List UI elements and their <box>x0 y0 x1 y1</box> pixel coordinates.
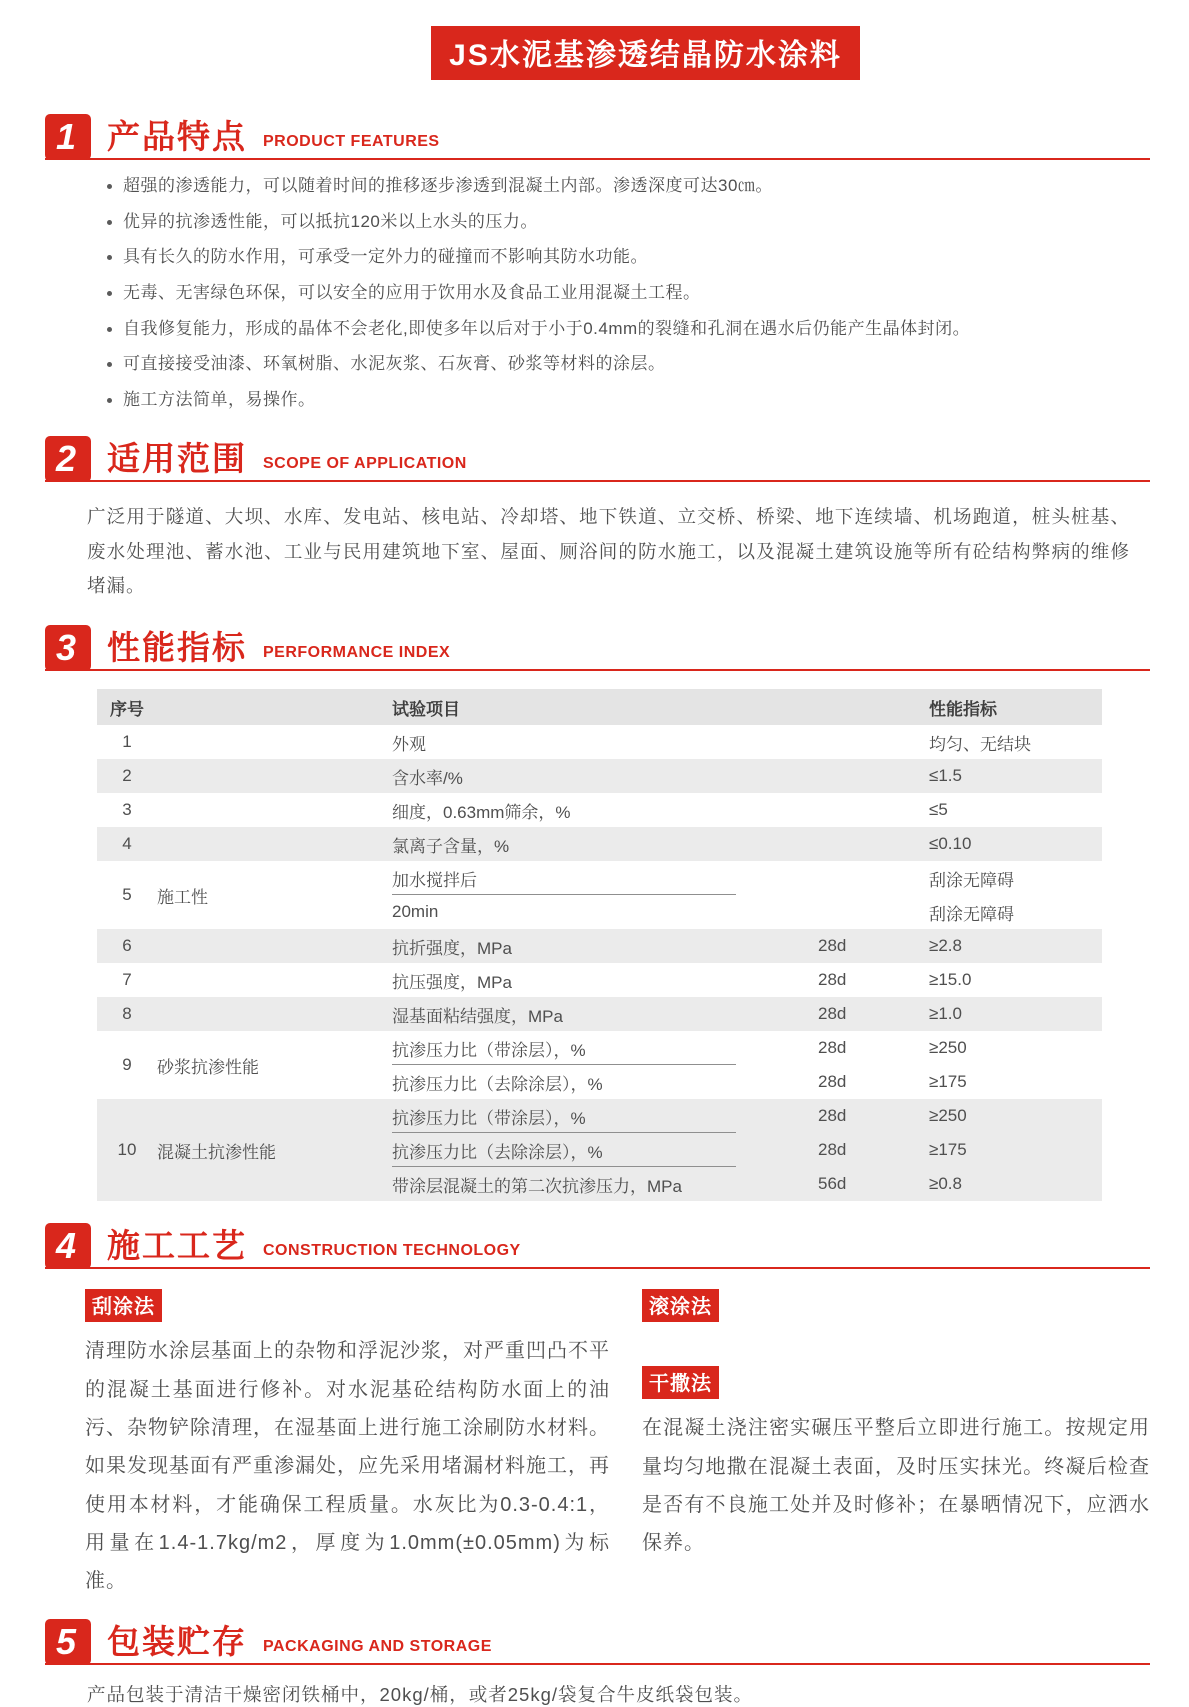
method-badge: 滚涂法 <box>642 1289 719 1322</box>
cell-value: ≥175 <box>929 1072 967 1092</box>
cell-value: ≥2.8 <box>929 936 962 956</box>
section-header-product-features <box>45 114 1150 160</box>
cell-value: 均匀、无结块 <box>929 734 1031 754</box>
section-number: 4 <box>45 1223 91 1269</box>
section-subtitle: PACKAGING AND STORAGE <box>263 1637 492 1655</box>
section-title: 性能指标 <box>107 629 247 667</box>
section-title: 适用范围 <box>107 440 247 478</box>
cell-no: 6 <box>122 936 132 956</box>
section-number: 3 <box>45 625 91 671</box>
header-cell-item: 试验项目 <box>392 699 460 719</box>
bullet-dot-icon <box>107 291 112 296</box>
method-scrape-coating <box>85 1289 610 1601</box>
cell-age: 28d <box>818 970 847 990</box>
section-title: 包装贮存 <box>107 1622 247 1660</box>
feature-bullet <box>107 388 1150 413</box>
table-row <box>97 759 1102 793</box>
cell-no: 2 <box>122 766 132 786</box>
section-header-performance <box>45 625 1150 671</box>
cell-item-name: 氯离子含量，% <box>392 836 510 856</box>
cell-category: 砂浆抗渗性能 <box>157 1057 259 1077</box>
scope-paragraph: 广泛用于隧道、大坝、水库、发电站、核电站、冷却塔、地下铁道、立交桥、桥梁、地下连续墙、机场跑道，桩头桩基、废水处理池、蓄水池、工业与民用建筑地下室、屋面、厕浴间的防水施工，以及混凝土建筑设施等所有砼结构弊病的维修堵漏。 <box>87 506 1130 596</box>
cell-age <box>792 725 907 759</box>
cell-no: 4 <box>122 834 132 854</box>
table-row <box>97 1031 1102 1099</box>
cell-item-name: 含水率/% <box>392 768 463 788</box>
cell-age <box>792 895 907 929</box>
section-title: 施工工艺 <box>107 1227 247 1265</box>
cell-value: 刮涂无障碍 <box>929 904 1014 924</box>
cell-item-name: 抗渗压力比（去除涂层），% <box>392 1133 792 1167</box>
bullet-dot-icon <box>107 398 112 403</box>
table-row <box>97 725 1102 759</box>
bullet-dot-icon <box>107 255 112 260</box>
header-cell-index: 性能指标 <box>929 699 997 719</box>
spacer <box>642 1322 1150 1366</box>
cell-age <box>792 827 907 861</box>
feature-bullet <box>107 352 1150 377</box>
document-page <box>0 26 1189 1705</box>
method-paragraph: 清理防水涂层基面上的杂物和浮泥沙浆，对严重凹凸不平的混凝土基面进行修补。对水泥基砼结构防水面上的油污、杂物铲除清理，在湿基面上进行施工涂刷防水材料。如果发现基面有严重渗漏处，应先采用堵漏材料施工，再使用本材料，才能确保工程质量。水灰比为0.3-0.4:1，用量在1.4-1.7kg/m2，厚度为1.0mm(±0.05mm)为标准。 <box>85 1340 610 1593</box>
cell-age: 28d <box>818 1106 847 1126</box>
feature-bullet-list <box>107 174 1150 412</box>
cell-category <box>157 793 392 827</box>
table-row <box>97 1099 1102 1201</box>
cell-category: 混凝土抗渗性能 <box>157 1142 276 1162</box>
packaging-paragraph: 产品包装于清洁干燥密闭铁桶中，20kg/桶，或者25kg/袋复合牛皮纸袋包装。 <box>87 1683 754 1705</box>
method-badge: 刮涂法 <box>85 1289 162 1322</box>
feature-bullet <box>107 210 1150 235</box>
feature-bullet <box>107 317 1150 342</box>
cell-item-name: 湿基面粘结强度，MPa <box>392 1006 563 1026</box>
feature-text: 具有长久的防水作用，可承受一定外力的碰撞而不影响其防水功能。 <box>123 247 648 267</box>
feature-bullet <box>107 174 1150 199</box>
method-badge: 干撒法 <box>642 1366 719 1399</box>
bullet-dot-icon <box>107 327 112 332</box>
table-row <box>97 963 1102 997</box>
feature-text: 优异的抗渗透性能，可以抵抗120米以上水头的压力。 <box>123 211 538 231</box>
cell-no: 10 <box>117 1140 137 1160</box>
section-subtitle: PERFORMANCE INDEX <box>263 644 451 662</box>
section-header-scope <box>45 436 1150 482</box>
section-subtitle: PRODUCT FEATURES <box>263 133 440 150</box>
section-header-construction <box>45 1223 1150 1269</box>
cell-no: 9 <box>122 1055 132 1075</box>
table-row <box>97 827 1102 861</box>
cell-item-name: 加水搅拌后 <box>392 861 792 895</box>
table-row <box>97 997 1102 1031</box>
performance-table <box>97 689 1102 1201</box>
cell-value: ≤0.10 <box>929 834 972 854</box>
cell-item-name: 抗渗压力比（带涂层），% <box>392 1031 792 1065</box>
cell-value: ≥0.8 <box>929 1174 962 1194</box>
cell-item-name: 外观 <box>392 734 426 754</box>
feature-text: 可直接接受油漆、环氧树脂、水泥灰浆、石灰膏、砂浆等材料的涂层。 <box>123 354 666 374</box>
cell-no: 8 <box>122 1004 132 1024</box>
cell-item-name: 抗渗压力比（带涂层），% <box>392 1099 792 1133</box>
cell-no: 1 <box>122 732 132 752</box>
cell-age: 28d <box>818 1004 847 1024</box>
cell-category <box>157 963 392 997</box>
cell-no: 3 <box>122 800 132 820</box>
cell-age: 28d <box>818 936 847 956</box>
method-paragraph: 在混凝土浇注密实碾压平整后立即进行施工。按规定用量均匀地撒在混凝土表面，及时压实抹光。终凝后检查是否有不良施工处并及时修补；在暴晒情况下，应洒水保养。 <box>642 1417 1150 1555</box>
cell-age: 28d <box>818 1072 847 1092</box>
table-row <box>97 929 1102 963</box>
cell-value: ≤1.5 <box>929 766 962 786</box>
section-header-packaging <box>45 1619 1150 1665</box>
table-row <box>97 793 1102 827</box>
section-number: 1 <box>45 114 91 160</box>
cell-age: 56d <box>818 1174 847 1194</box>
cell-value: ≥175 <box>929 1140 967 1160</box>
cell-age <box>792 861 907 895</box>
cell-item-name: 抗压强度，MPa <box>392 972 512 992</box>
construction-methods <box>85 1289 1150 1601</box>
feature-text: 无毒、无害绿色环保，可以安全的应用于饮用水及食品工业用混凝土工程。 <box>123 282 701 302</box>
bullet-dot-icon <box>107 362 112 367</box>
cell-item-name: 细度，0.63mm筛余，% <box>392 802 571 822</box>
method-right-column <box>642 1289 1150 1601</box>
cell-age <box>792 759 907 793</box>
cell-item-name: 20min <box>392 902 439 922</box>
feature-bullet <box>107 281 1150 306</box>
cell-no: 7 <box>122 970 132 990</box>
cell-category <box>157 997 392 1031</box>
feature-text: 施工方法简单，易操作。 <box>123 389 316 409</box>
bullet-dot-icon <box>107 220 112 225</box>
table-row <box>97 861 1102 929</box>
cell-age: 28d <box>818 1038 847 1058</box>
cell-category <box>157 827 392 861</box>
cell-age: 28d <box>818 1140 847 1160</box>
feature-text: 超强的渗透能力，可以随着时间的推移逐步渗透到混凝土内部。渗透深度可达30㎝。 <box>123 176 773 195</box>
cell-item-name: 抗渗压力比（去除涂层），% <box>392 1074 603 1094</box>
cell-item-name: 抗折强度，MPa <box>392 938 512 958</box>
section-subtitle: SCOPE OF APPLICATION <box>263 455 467 473</box>
cell-value: ≥250 <box>929 1038 967 1058</box>
cell-value: 刮涂无障碍 <box>929 870 1014 890</box>
section-subtitle: CONSTRUCTION TECHNOLOGY <box>263 1242 521 1260</box>
cell-category <box>157 759 392 793</box>
cell-category <box>157 929 392 963</box>
section-number: 2 <box>45 436 91 482</box>
page-title: JS水泥基渗透结晶防水涂料 <box>431 26 860 80</box>
header-cell-category <box>157 689 392 725</box>
feature-text: 自我修复能力，形成的晶体不会老化,即使多年以后对于小于0.4mm的裂缝和孔洞在遇水后仍能产生晶体封闭。 <box>123 318 971 338</box>
cell-item-name: 带涂层混凝土的第二次抗渗压力，MPa <box>392 1176 682 1196</box>
cell-value: ≤5 <box>929 800 948 820</box>
section-number: 5 <box>45 1619 91 1665</box>
cell-category: 施工性 <box>157 887 208 907</box>
cell-value: ≥250 <box>929 1106 967 1126</box>
header-cell-no: 序号 <box>110 699 144 719</box>
header-cell-age <box>792 689 907 725</box>
cell-no: 5 <box>122 885 132 905</box>
feature-bullet <box>107 245 1150 270</box>
cell-age <box>792 793 907 827</box>
cell-value: ≥1.0 <box>929 1004 962 1024</box>
section-title: 产品特点 <box>107 118 247 155</box>
cell-value: ≥15.0 <box>929 970 972 990</box>
cell-category <box>157 725 392 759</box>
bullet-dot-icon <box>107 184 112 189</box>
table-header-row <box>97 689 1102 725</box>
